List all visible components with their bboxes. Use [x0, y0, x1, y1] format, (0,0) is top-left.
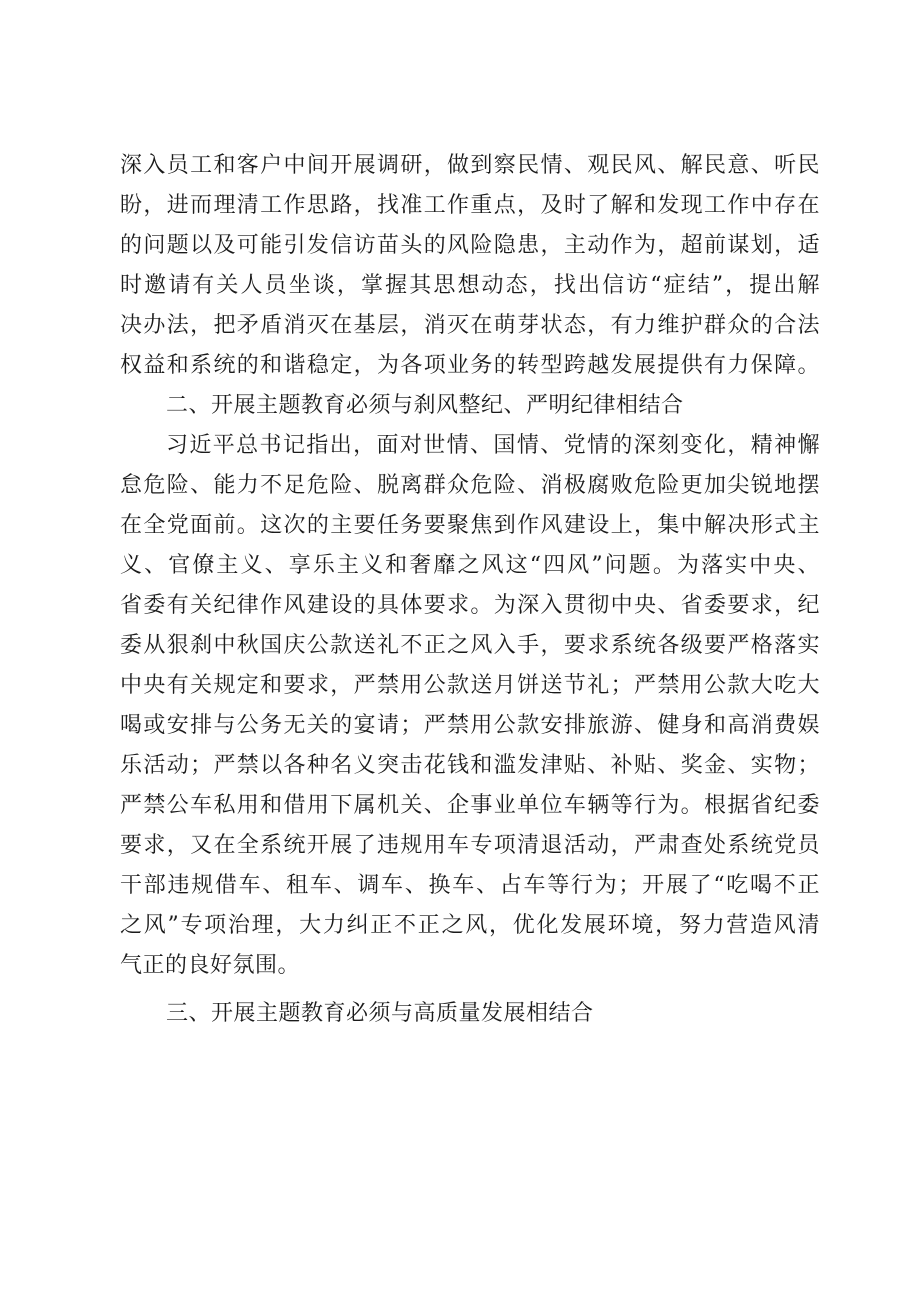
paragraph-line: 气正的良好氛围。 [120, 953, 301, 978]
section-heading-2: 二、开展主题教育必须与刹风整纪、严明纪律相结合 [166, 393, 684, 418]
paragraph-line: 怠危险、能力不足危险、脱离群众危险、消极腐败危险更加尖锐地摆 [120, 473, 820, 498]
paragraph-line: 在全党面前。这次的主要任务要聚焦到作风建设上，集中解决形式主 [120, 513, 820, 538]
paragraph-line: 决办法，把矛盾消灭在基层，消灭在萌芽状态，有力维护群众的合法 [120, 313, 820, 338]
paragraph-line: 乐活动；严禁以各种名义突击花钱和滥发津贴、补贴、奖金、实物； [120, 753, 820, 778]
paragraph-line: 干部违规借车、租车、调车、换车、占车等行为；开展了“吃喝不正 [120, 873, 820, 898]
paragraph-line: 严禁公车私用和借用下属机关、企事业单位车辆等行为。根据省纪委 [120, 793, 820, 818]
paragraph-line: 省委有关纪律作风建设的具体要求。为深入贯彻中央、省委要求，纪 [120, 593, 820, 618]
document-body [120, 146, 820, 1034]
spacer [120, 986, 820, 994]
paragraph-line: 义、官僚主义、享乐主义和奢靡之风这“四风”问题。为落实中央、 [120, 553, 820, 578]
paragraph-line: 盼，进而理清工作思路，找准工作重点，及时了解和发现工作中存在 [120, 193, 820, 218]
paragraph-line: 喝或安排与公务无关的宴请；严禁用公款安排旅游、健身和高消费娱 [120, 713, 820, 738]
paragraph-line: 习近平总书记指出，面对世情、国情、党情的深刻变化，精神懈 [166, 433, 820, 458]
paragraph-1 [120, 146, 820, 386]
section-heading-3: 三、开展主题教育必须与高质量发展相结合 [166, 1001, 594, 1026]
paragraph-line: 时邀请有关人员坐谈，掌握其思想动态，找出信访“症结”，提出解 [120, 273, 820, 298]
paragraph-line: 之风”专项治理，大力纠正不正之风，优化发展环境，努力营造风清 [120, 913, 820, 938]
paragraph-line: 深入员工和客户中间开展调研，做到察民情、观民风、解民意、听民 [120, 153, 820, 178]
paragraph-2 [120, 426, 820, 986]
paragraph-line: 要求，又在全系统开展了违规用车专项清退活动，严肃查处系统党员 [120, 833, 820, 858]
paragraph-line: 的问题以及可能引发信访苗头的风险隐患，主动作为，超前谋划，适 [120, 233, 820, 258]
paragraph-line: 权益和系统的和谐稳定，为各项业务的转型跨越发展提供有力保障。 [120, 353, 820, 378]
paragraph-line: 委从狠刹中秋国庆公款送礼不正之风入手，要求系统各级要严格落实 [120, 633, 820, 658]
paragraph-line: 中央有关规定和要求，严禁用公款送月饼送节礼；严禁用公款大吃大 [120, 673, 820, 698]
